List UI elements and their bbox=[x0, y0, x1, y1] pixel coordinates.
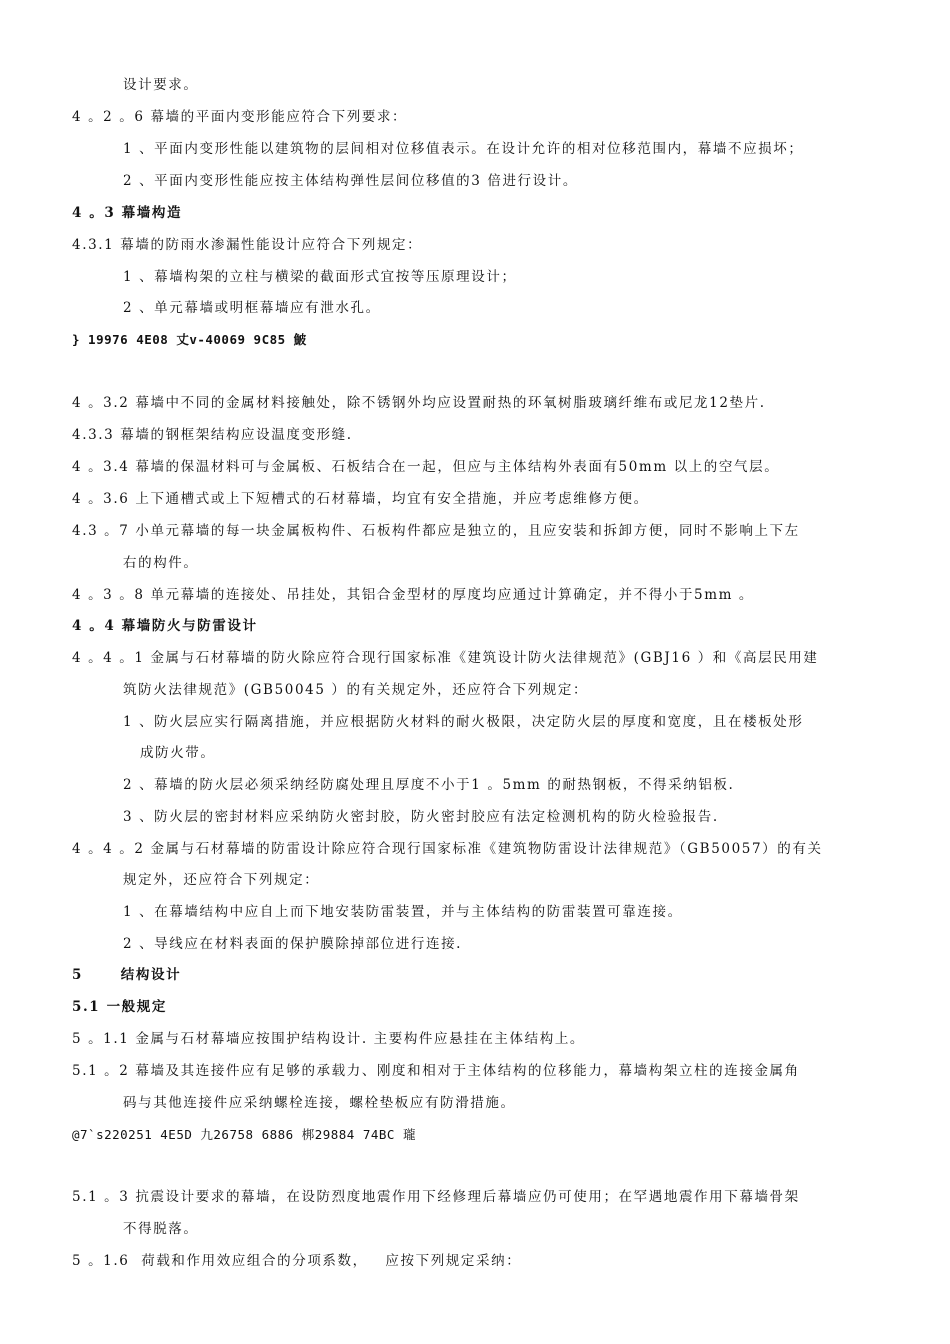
clause-heading: 4 。4 。1 金属与石材幕墙的防火除应符合现行国家标准《建筑设计防火法律规范》(GBJ16 ）和《高层民用建 bbox=[72, 650, 819, 666]
section-heading: 4 。4 幕墙防火与防雷设计 bbox=[72, 618, 258, 634]
clause-heading: 4 。3 。8 单元幕墙的连接处、吊挂处，其铝合金型材的厚度均应通过计算确定，并不得小于5mm 。 bbox=[72, 587, 755, 603]
list-item: 1 、平面内变形性能以建筑物的层间相对位移值表示。在设计允许的相对位移范围内，幕墙不应损坏； bbox=[123, 141, 804, 157]
text-line: 码与其他连接件应采纳螺栓连接，螺栓垫板应有防滑措施。 bbox=[123, 1095, 516, 1111]
clause-heading: 5.1 。3 抗震设计要求的幕墙，在设防烈度地震作用下经修理后幕墙应仍可使用；在罕遇地震作用下幕墙骨架 bbox=[72, 1189, 800, 1205]
text-line: 不得脱落。 bbox=[123, 1221, 199, 1237]
clause-heading: 4 。3.6 上下通槽式或上下短槽式的石材幕墙，均宜有安全措施，并应考虑维修方便。 bbox=[72, 491, 649, 507]
garbled-code-line: @7`s220251 4E5D 九26758 6886 梆29884 74BC 瓏 bbox=[72, 1127, 416, 1142]
section-heading: 5.1 一般规定 bbox=[72, 999, 167, 1015]
clause-heading: 4.3.1 幕墙的防雨水渗漏性能设计应符合下列规定： bbox=[72, 237, 423, 253]
clause-heading: 4 。2 。6 幕墙的平面内变形能应符合下列要求： bbox=[72, 109, 408, 125]
clause-heading: 4 。3.2 幕墙中不同的金属材料接触处，除不锈钢外均应设置耐热的环氧树脂玻璃纤维布或尼龙12垫片. bbox=[72, 395, 766, 411]
clause-heading: 4 。4 。2 金属与石材幕墙的防雷设计除应符合现行国家标准《建筑物防雷设计法律规范》（GB50057）的有关 bbox=[72, 841, 823, 857]
list-item: 3 、防火层的密封材料应采纳防火密封胶，防火密封胶应有法定检测机构的防火检验报告. bbox=[123, 809, 719, 825]
list-item: 2 、幕墙的防火层必须采纳经防腐处理且厚度不小于1 。5mm 的耐热钢板，不得采纳铝板. bbox=[123, 777, 735, 793]
text-line: 右的构件。 bbox=[123, 555, 199, 571]
clause-heading: 4.3.3 幕墙的钢框架结构应设温度变形缝. bbox=[72, 427, 353, 443]
garbled-code-line: } 19976 4E08 丈v-40069 9C85 鮍 bbox=[72, 332, 307, 347]
list-item: 2 、平面内变形性能应按主体结构弹性层间位移值的3 倍进行设计。 bbox=[123, 173, 578, 189]
text-line: 成防火带。 bbox=[140, 745, 216, 761]
clause-heading: 5 。1.6 荷载和作用效应组合的分项系数， 应按下列规定采纳： bbox=[72, 1253, 522, 1269]
list-item: 1 、幕墙构架的立柱与横梁的截面形式宜按等压原理设计； bbox=[123, 269, 517, 285]
section-heading: 4 。3 幕墙构造 bbox=[72, 205, 183, 221]
clause-heading: 5.1 。2 幕墙及其连接件应有足够的承载力、刚度和相对于主体结构的位移能力，幕墙构架立柱的连接金属角 bbox=[72, 1063, 800, 1079]
text-line: 设计要求。 bbox=[123, 77, 199, 93]
list-item: 2 、导线应在材料表面的保护膜除掉部位进行连接. bbox=[123, 936, 463, 952]
clause-heading: 5 。1.1 金属与石材幕墙应按围护结构设计. 主要构件应悬挂在主体结构上。 bbox=[72, 1031, 586, 1047]
list-item: 2 、单元幕墙或明框幕墙应有泄水孔。 bbox=[123, 300, 381, 316]
chapter-heading: 5 结构设计 bbox=[72, 967, 182, 983]
clause-heading: 4 。3.4 幕墙的保温材料可与金属板、石板结合在一起，但应与主体结构外表面有50mm 以上的空气层。 bbox=[72, 459, 780, 475]
text-line: 规定外，还应符合下列规定： bbox=[123, 872, 320, 888]
text-line: 筑防火法律规范》(GB50045 ）的有关规定外，还应符合下列规定： bbox=[123, 682, 589, 698]
list-item: 1 、防火层应实行隔离措施，并应根据防火材料的耐火极限，决定防火层的厚度和宽度，且在楼板处形 bbox=[123, 714, 804, 730]
clause-heading: 4.3 。7 小单元幕墙的每一块金属板构件、石板构件都应是独立的，且应安装和拆卸方便，同时不影响上下左 bbox=[72, 523, 800, 539]
list-item: 1 、在幕墙结构中应自上而下地安装防雷装置，并与主体结构的防雷装置可靠连接。 bbox=[123, 904, 683, 920]
